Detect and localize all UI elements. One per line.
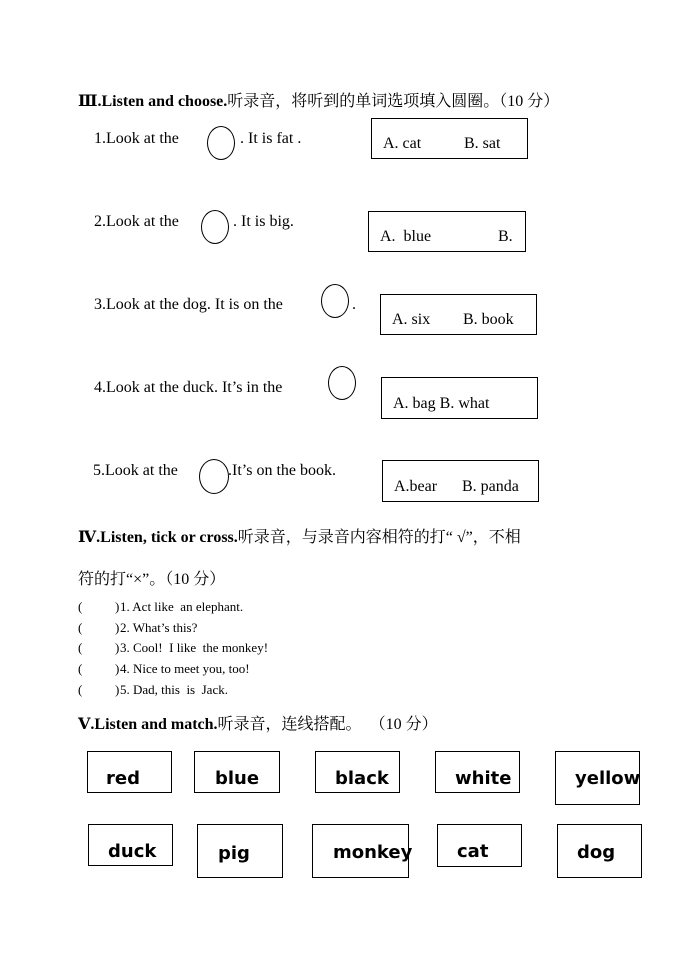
color-word-blue-label: blue [215,768,260,789]
color-word-yellow-label: yellow [575,768,641,789]
question-4-before: 4.Look at the duck. It’s in the [94,379,283,396]
tick-item-5 [78,682,378,700]
tick-item-5-text: 5. Dad, this is Jack. [120,682,228,697]
answer-circle-5[interactable] [199,459,229,494]
question-5-option-b: B. panda [462,478,519,495]
section-4-heading-cn: 听录音，与录音内容相符的打“ √”，不相 [237,529,521,546]
section-3-heading-cn: 听录音，将听到的单词选项填入圆圈。（10 分） [227,93,560,110]
question-1-before: 1.Look at the [94,130,179,147]
color-word-blue[interactable] [194,751,280,793]
question-5-after: .It’s on the book. [228,462,336,479]
color-word-white-label: white [455,768,512,789]
tick-item-4-open[interactable]: ( [78,661,83,676]
tick-item-2 [78,620,378,638]
answer-circle-4[interactable] [328,366,356,400]
tick-item-3-close: ) [115,640,120,655]
section-4-heading-en: Ⅳ.Listen, tick or cross. [78,529,238,546]
question-2-after: . It is big. [233,213,294,230]
color-word-black[interactable] [315,751,400,793]
animal-word-duck[interactable] [88,824,173,866]
question-1-options [371,118,528,159]
question-2-option-a: A. blue [380,228,432,245]
tick-item-4-close: ) [115,661,120,676]
section-5-heading-cn: 听录音，连线搭配。 [217,716,362,733]
color-word-white[interactable] [435,751,520,793]
tick-item-2-open[interactable]: ( [78,620,83,635]
section-5-heading-score: （10 分） [377,716,438,733]
section-3-heading [78,88,559,111]
question-5-before: 5.Look at the [93,462,178,479]
tick-item-5-open[interactable]: ( [78,682,83,697]
tick-item-5-close: ) [115,682,120,697]
tick-item-1-open[interactable]: ( [78,599,83,614]
answer-circle-3[interactable] [321,284,349,318]
color-word-red-label: red [106,768,140,789]
animal-word-monkey-label: monkey [333,842,413,863]
question-4-options [381,377,538,419]
question-3-option-a: A. six [392,311,431,328]
color-word-yellow[interactable] [555,751,640,805]
animal-word-cat[interactable] [437,824,522,867]
color-word-red[interactable] [87,751,172,793]
section-4-heading-line-2: 符的打“×”。（10 分） [78,571,226,588]
question-4-option-a-b: A. bag B. what [393,395,490,412]
tick-item-3 [78,640,378,658]
tick-item-3-open[interactable]: ( [78,640,83,655]
question-1-option-b: B. sat [464,135,501,152]
section-3-heading-en: Ⅲ.Listen and choose. [78,93,228,110]
question-1-option-a: A. cat [383,135,422,152]
animal-word-dog[interactable] [557,824,642,878]
color-word-black-label: black [335,768,389,789]
tick-item-4 [78,661,378,679]
tick-item-3-text: 3. Cool! I like the monkey! [120,640,269,655]
tick-item-2-close: ) [115,620,120,635]
question-3-before: 3.Look at the dog. It is on the [94,296,283,313]
section-5-heading-en: Ⅴ.Listen and match. [78,716,218,733]
question-3-after: . [352,296,356,313]
animal-word-pig[interactable] [197,824,283,878]
tick-item-1-close: ) [115,599,120,614]
question-3-options [380,294,537,335]
animal-word-cat-label: cat [457,841,489,862]
question-5-option-a: A.bear [394,478,438,495]
section-5-heading [78,711,438,734]
question-2-option-b: B. [498,228,513,245]
animal-word-monkey[interactable] [312,824,413,878]
tick-item-1 [78,599,378,617]
section-4-heading [78,524,521,547]
question-2-before: 2.Look at the [94,213,179,230]
question-5-options [382,460,539,502]
animal-word-dog-label: dog [577,842,616,863]
question-3-option-b: B. book [463,311,514,328]
answer-circle-1[interactable] [207,126,235,160]
animal-word-pig-label: pig [218,843,250,864]
tick-item-2-text: 2. What’s this? [120,620,198,635]
tick-item-4-text: 4. Nice to meet you, too! [120,661,250,676]
question-1-after: . It is fat . [240,130,302,147]
answer-circle-2[interactable] [201,210,229,244]
animal-word-duck-label: duck [108,841,157,862]
question-2-options [368,211,526,252]
tick-item-1-text: 1. Act like an elephant. [120,599,244,614]
